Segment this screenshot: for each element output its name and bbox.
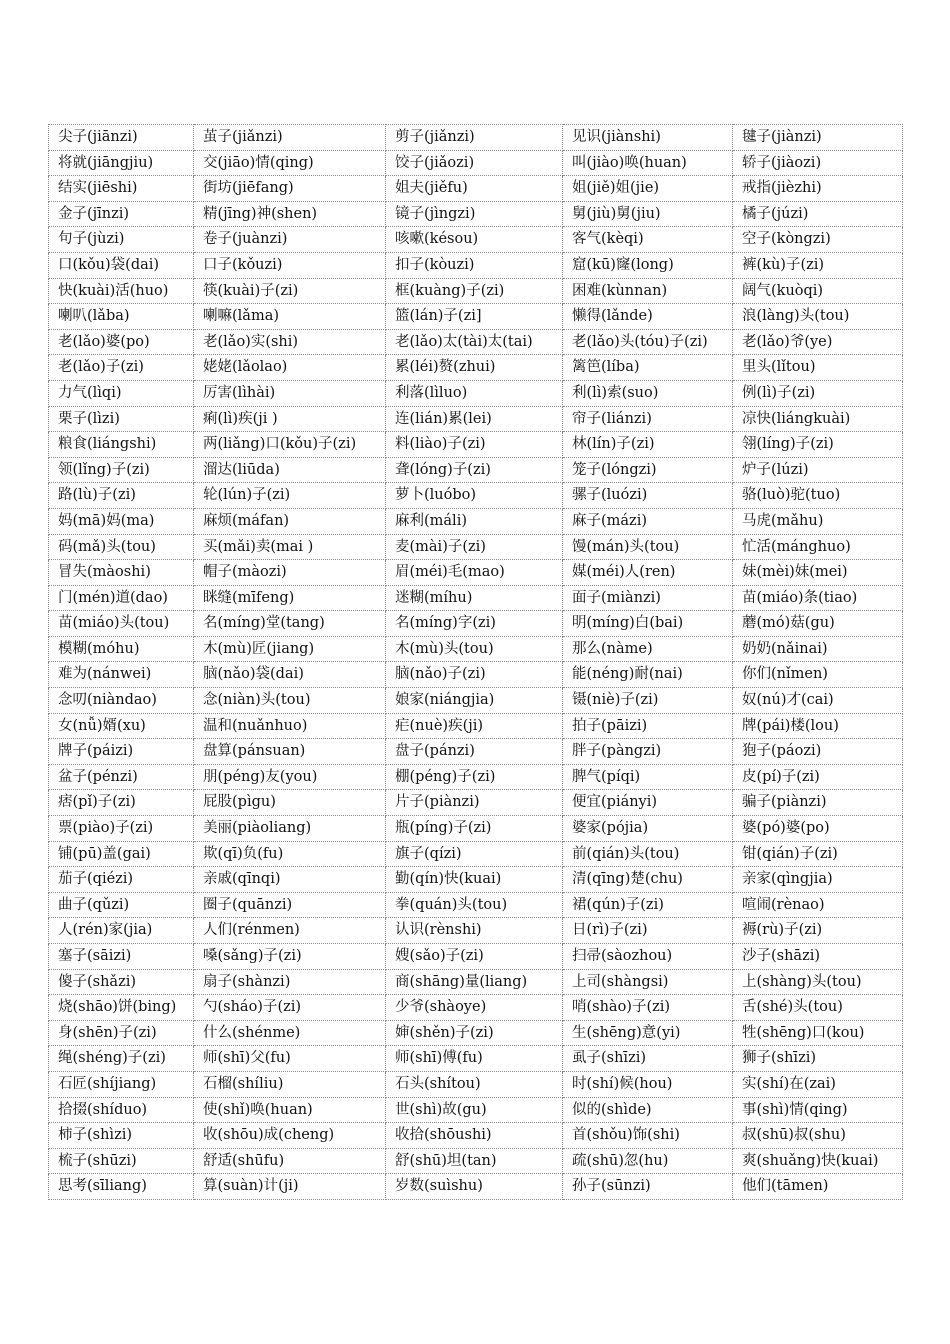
vocab-cell: 帘子(liánzi) bbox=[563, 406, 733, 432]
vocab-cell: 码(mǎ)头(tou) bbox=[49, 534, 194, 560]
table-row bbox=[49, 125, 903, 151]
vocab-cell: 老(lǎo)头(tóu)子(zi) bbox=[563, 329, 733, 355]
vocab-cell: 温和(nuǎnhuo) bbox=[194, 713, 386, 739]
vocab-cell: 喧闹(rènao) bbox=[733, 892, 903, 918]
vocab-cell: 烧(shāo)饼(bing) bbox=[49, 995, 194, 1021]
table-row bbox=[49, 560, 903, 586]
vocab-cell: 眯缝(mīfeng) bbox=[194, 585, 386, 611]
vocab-cell: 老(lǎo)子(zi) bbox=[49, 355, 194, 381]
vocab-cell: 思考(sīliang) bbox=[49, 1174, 194, 1200]
vocab-cell: 扇子(shànzi) bbox=[194, 969, 386, 995]
vocab-cell: 窟(kū)窿(long) bbox=[563, 252, 733, 278]
vocab-cell: 溜达(liūda) bbox=[194, 457, 386, 483]
vocab-cell: 栗子(lìzi) bbox=[49, 406, 194, 432]
vocab-cell: 姥姥(lǎolao) bbox=[194, 355, 386, 381]
vocab-cell: 舒适(shūfu) bbox=[194, 1148, 386, 1174]
table-row bbox=[49, 1046, 903, 1072]
vocab-cell: 苗(miáo)头(tou) bbox=[49, 611, 194, 637]
vocab-cell: 日(rì)子(zi) bbox=[563, 918, 733, 944]
vocab-cell: 世(shì)故(gu) bbox=[386, 1097, 563, 1123]
vocab-cell: 力气(lìqi) bbox=[49, 380, 194, 406]
vocab-cell: 似的(shìde) bbox=[563, 1097, 733, 1123]
table-row bbox=[49, 534, 903, 560]
vocab-cell: 橘子(júzi) bbox=[733, 201, 903, 227]
table-row bbox=[49, 918, 903, 944]
vocab-cell: 狮子(shīzi) bbox=[733, 1046, 903, 1072]
table-row bbox=[49, 636, 903, 662]
vocab-cell: 屁股(pìgu) bbox=[194, 790, 386, 816]
vocab-cell: 石榴(shíliu) bbox=[194, 1071, 386, 1097]
vocab-cell: 拍子(pāizi) bbox=[563, 713, 733, 739]
vocab-cell: 妈(mā)妈(ma) bbox=[49, 508, 194, 534]
table-row bbox=[49, 355, 903, 381]
vocab-cell: 婶(shěn)子(zi) bbox=[386, 1020, 563, 1046]
vocab-cell: 利(lì)索(suo) bbox=[563, 380, 733, 406]
vocab-cell: 人(rén)家(jia) bbox=[49, 918, 194, 944]
vocab-cell: 麦(mài)子(zi) bbox=[386, 534, 563, 560]
vocab-cell: 精(jīng)神(shen) bbox=[194, 201, 386, 227]
vocab-cell: 快(kuài)活(huo) bbox=[49, 278, 194, 304]
vocab-cell: 姐夫(jiěfu) bbox=[386, 176, 563, 202]
table-row bbox=[49, 739, 903, 765]
vocab-cell: 钳(qián)子(zi) bbox=[733, 841, 903, 867]
table-row bbox=[49, 1097, 903, 1123]
vocab-cell: 收拾(shōushi) bbox=[386, 1123, 563, 1149]
table-row bbox=[49, 252, 903, 278]
table-row bbox=[49, 227, 903, 253]
vocab-cell: 胖子(pàngzi) bbox=[563, 739, 733, 765]
vocab-cell: 凉快(liángkuài) bbox=[733, 406, 903, 432]
vocab-cell: 婆(pó)婆(po) bbox=[733, 816, 903, 842]
vocab-cell: 明(míng)白(bai) bbox=[563, 611, 733, 637]
vocab-cell: 能(néng)耐(nai) bbox=[563, 662, 733, 688]
table-row bbox=[49, 944, 903, 970]
vocab-cell: 便宜(piányi) bbox=[563, 790, 733, 816]
vocab-cell: 尖子(jiānzi) bbox=[49, 125, 194, 151]
vocab-cell: 剪子(jiǎnzi) bbox=[386, 125, 563, 151]
vocab-cell: 使(shǐ)唤(huan) bbox=[194, 1097, 386, 1123]
table-row bbox=[49, 841, 903, 867]
vocab-cell: 师(shī)父(fu) bbox=[194, 1046, 386, 1072]
vocab-cell: 什么(shénme) bbox=[194, 1020, 386, 1046]
vocab-cell: 念叨(niàndao) bbox=[49, 688, 194, 714]
vocab-cell: 奴(nú)才(cai) bbox=[733, 688, 903, 714]
vocab-cell: 虱子(shīzi) bbox=[563, 1046, 733, 1072]
vocab-cell: 两(liǎng)口(kǒu)子(zi) bbox=[194, 432, 386, 458]
vocab-cell: 首(shǒu)饰(shi) bbox=[563, 1123, 733, 1149]
vocab-cell: 筷(kuài)子(zi) bbox=[194, 278, 386, 304]
table-row bbox=[49, 611, 903, 637]
vocab-cell: 翎(líng)子(zi) bbox=[733, 432, 903, 458]
vocab-cell: 勺(sháo)子(zi) bbox=[194, 995, 386, 1021]
vocab-cell: 老(lǎo)太(tài)太(tai) bbox=[386, 329, 563, 355]
vocabulary-table-body bbox=[49, 125, 903, 1200]
vocab-cell: 老(lǎo)实(shi) bbox=[194, 329, 386, 355]
vocab-cell: 姐(jiě)姐(jie) bbox=[563, 176, 733, 202]
vocab-cell: 舌(shé)头(tou) bbox=[733, 995, 903, 1021]
neutral-tone-vocabulary-table bbox=[48, 124, 903, 1200]
vocab-cell: 票(piào)子(zi) bbox=[49, 816, 194, 842]
vocab-cell: 聋(lóng)子(zi) bbox=[386, 457, 563, 483]
table-row bbox=[49, 892, 903, 918]
vocab-cell: 盆子(pénzi) bbox=[49, 764, 194, 790]
vocab-cell: 懒得(lǎnde) bbox=[563, 304, 733, 330]
vocab-cell: 马虎(mǎhu) bbox=[733, 508, 903, 534]
vocab-cell: 咳嗽(késou) bbox=[386, 227, 563, 253]
vocab-cell: 镊(niè)子(zi) bbox=[563, 688, 733, 714]
table-row bbox=[49, 1123, 903, 1149]
vocab-cell: 前(qián)头(tou) bbox=[563, 841, 733, 867]
vocab-cell: 嗓(sǎng)子(zi) bbox=[194, 944, 386, 970]
vocab-cell: 拳(quán)头(tou) bbox=[386, 892, 563, 918]
vocab-cell: 饺子(jiǎozi) bbox=[386, 150, 563, 176]
vocab-cell: 狍子(páozi) bbox=[733, 739, 903, 765]
vocab-cell: 脑(nǎo)子(zi) bbox=[386, 662, 563, 688]
vocab-cell: 街坊(jiēfang) bbox=[194, 176, 386, 202]
vocab-cell: 馒(mán)头(tou) bbox=[563, 534, 733, 560]
vocab-cell: 片子(piànzi) bbox=[386, 790, 563, 816]
vocab-cell: 料(liào)子(zi) bbox=[386, 432, 563, 458]
vocab-cell: 棚(péng)子(zi) bbox=[386, 764, 563, 790]
vocab-cell: 麻利(máli) bbox=[386, 508, 563, 534]
vocab-cell: 事(shì)情(qing) bbox=[733, 1097, 903, 1123]
vocab-cell: 忙活(mánghuo) bbox=[733, 534, 903, 560]
table-row bbox=[49, 995, 903, 1021]
table-row bbox=[49, 380, 903, 406]
vocab-cell: 绳(shéng)子(zi) bbox=[49, 1046, 194, 1072]
table-row bbox=[49, 1020, 903, 1046]
vocab-cell: 认识(rènshi) bbox=[386, 918, 563, 944]
vocab-cell: 口子(kǒuzi) bbox=[194, 252, 386, 278]
vocab-cell: 师(shī)傅(fu) bbox=[386, 1046, 563, 1072]
vocab-cell: 时(shí)候(hou) bbox=[563, 1071, 733, 1097]
vocab-cell: 舒(shū)坦(tan) bbox=[386, 1148, 563, 1174]
vocab-cell: 他们(tāmen) bbox=[733, 1174, 903, 1200]
vocab-cell: 老(lǎo)婆(po) bbox=[49, 329, 194, 355]
vocab-cell: 轿子(jiàozi) bbox=[733, 150, 903, 176]
vocab-cell: 炉子(lúzi) bbox=[733, 457, 903, 483]
vocab-cell: 上司(shàngsi) bbox=[563, 969, 733, 995]
vocab-cell: 苗(miáo)条(tiao) bbox=[733, 585, 903, 611]
vocab-cell: 口(kǒu)袋(dai) bbox=[49, 252, 194, 278]
vocab-cell: 萝卜(luóbo) bbox=[386, 483, 563, 509]
vocab-cell: 利落(lìluo) bbox=[386, 380, 563, 406]
vocab-cell: 冒失(màoshi) bbox=[49, 560, 194, 586]
vocab-cell: 爽(shuǎng)快(kuai) bbox=[733, 1148, 903, 1174]
vocab-cell: 婆家(pójia) bbox=[563, 816, 733, 842]
table-row bbox=[49, 176, 903, 202]
vocab-cell: 骗子(piànzi) bbox=[733, 790, 903, 816]
vocab-cell: 圈子(quānzi) bbox=[194, 892, 386, 918]
vocab-cell: 将就(jiāngjiu) bbox=[49, 150, 194, 176]
vocab-cell: 脑(nǎo)袋(dai) bbox=[194, 662, 386, 688]
vocab-cell: 上(shàng)头(tou) bbox=[733, 969, 903, 995]
vocab-cell: 瓶(píng)子(zi) bbox=[386, 816, 563, 842]
vocab-cell: 木(mù)匠(jiang) bbox=[194, 636, 386, 662]
vocab-cell: 客气(kèqi) bbox=[563, 227, 733, 253]
table-row bbox=[49, 278, 903, 304]
vocab-cell: 孙子(sūnzi) bbox=[563, 1174, 733, 1200]
table-row bbox=[49, 790, 903, 816]
vocab-cell: 镜子(jìngzi) bbox=[386, 201, 563, 227]
vocab-cell: 叫(jiào)唤(huan) bbox=[563, 150, 733, 176]
vocab-cell: 牌(pái)楼(lou) bbox=[733, 713, 903, 739]
vocab-cell: 叔(shū)叔(shu) bbox=[733, 1123, 903, 1149]
vocab-cell: 帽子(màozi) bbox=[194, 560, 386, 586]
vocab-cell: 喇嘛(lǎma) bbox=[194, 304, 386, 330]
vocab-cell: 盘子(pánzi) bbox=[386, 739, 563, 765]
vocab-cell: 拾掇(shíduo) bbox=[49, 1097, 194, 1123]
vocab-cell: 困难(kùnnan) bbox=[563, 278, 733, 304]
vocab-cell: 柿子(shìzi) bbox=[49, 1123, 194, 1149]
vocab-cell: 轮(lún)子(zi) bbox=[194, 483, 386, 509]
vocab-cell: 沙子(shāzi) bbox=[733, 944, 903, 970]
vocab-cell: 塞子(sāizi) bbox=[49, 944, 194, 970]
table-row bbox=[49, 1148, 903, 1174]
vocab-cell: 裤(kù)子(zi) bbox=[733, 252, 903, 278]
vocab-cell: 清(qīng)楚(chu) bbox=[563, 867, 733, 893]
vocab-cell: 哨(shào)子(zi) bbox=[563, 995, 733, 1021]
vocab-cell: 你们(nǐmen) bbox=[733, 662, 903, 688]
vocab-cell: 算(suàn)计(ji) bbox=[194, 1174, 386, 1200]
vocab-cell: 牲(shēng)口(kou) bbox=[733, 1020, 903, 1046]
vocab-cell: 盘算(pánsuan) bbox=[194, 739, 386, 765]
vocab-cell: 见识(jiànshi) bbox=[563, 125, 733, 151]
vocab-cell: 难为(nánwei) bbox=[49, 662, 194, 688]
vocab-cell: 生(shēng)意(yi) bbox=[563, 1020, 733, 1046]
table-row bbox=[49, 508, 903, 534]
vocab-cell: 麻烦(máfan) bbox=[194, 508, 386, 534]
vocab-cell: 模糊(móhu) bbox=[49, 636, 194, 662]
vocab-cell: 里头(lǐtou) bbox=[733, 355, 903, 381]
vocab-cell: 买(mǎi)卖(mai ) bbox=[194, 534, 386, 560]
table-row bbox=[49, 329, 903, 355]
vocab-cell: 茧子(jiǎnzi) bbox=[194, 125, 386, 151]
vocab-cell: 痢(lì)疾(ji ) bbox=[194, 406, 386, 432]
vocab-cell: 疟(nuè)疾(ji) bbox=[386, 713, 563, 739]
vocab-cell: 浪(làng)头(tou) bbox=[733, 304, 903, 330]
vocab-cell: 女(nǚ)婿(xu) bbox=[49, 713, 194, 739]
vocab-cell: 欺(qī)负(fu) bbox=[194, 841, 386, 867]
vocab-cell: 空子(kòngzi) bbox=[733, 227, 903, 253]
vocab-cell: 扣子(kòuzi) bbox=[386, 252, 563, 278]
vocab-cell: 朋(péng)友(you) bbox=[194, 764, 386, 790]
vocab-cell: 痞(pǐ)子(zi) bbox=[49, 790, 194, 816]
table-row bbox=[49, 406, 903, 432]
table-row bbox=[49, 764, 903, 790]
vocab-cell: 梳子(shūzi) bbox=[49, 1148, 194, 1174]
vocab-cell: 那么(nàme) bbox=[563, 636, 733, 662]
table-row bbox=[49, 432, 903, 458]
vocab-cell: 岁数(suìshu) bbox=[386, 1174, 563, 1200]
vocab-cell: 茄子(qiézi) bbox=[49, 867, 194, 893]
vocab-cell: 收(shōu)成(cheng) bbox=[194, 1123, 386, 1149]
table-row bbox=[49, 483, 903, 509]
vocab-cell: 交(jiāo)情(qing) bbox=[194, 150, 386, 176]
vocab-cell: 累(léi)赘(zhui) bbox=[386, 355, 563, 381]
vocab-cell: 嫂(sǎo)子(zi) bbox=[386, 944, 563, 970]
vocab-cell: 身(shēn)子(zi) bbox=[49, 1020, 194, 1046]
vocab-cell: 石头(shítou) bbox=[386, 1071, 563, 1097]
vocab-cell: 石匠(shíjiang) bbox=[49, 1071, 194, 1097]
vocab-cell: 牌子(páizi) bbox=[49, 739, 194, 765]
vocab-cell: 扫帚(sàozhou) bbox=[563, 944, 733, 970]
vocab-cell: 林(lín)子(zi) bbox=[563, 432, 733, 458]
vocab-cell: 眉(méi)毛(mao) bbox=[386, 560, 563, 586]
vocab-cell: 喇叭(lǎba) bbox=[49, 304, 194, 330]
vocab-cell: 笼子(lóngzi) bbox=[563, 457, 733, 483]
vocab-cell: 疏(shū)忽(hu) bbox=[563, 1148, 733, 1174]
vocab-cell: 褥(rù)子(zi) bbox=[733, 918, 903, 944]
vocab-cell: 例(lì)子(zi) bbox=[733, 380, 903, 406]
vocab-cell: 粮食(liángshi) bbox=[49, 432, 194, 458]
vocab-cell: 傻子(shǎzi) bbox=[49, 969, 194, 995]
table-row bbox=[49, 713, 903, 739]
vocab-cell: 结实(jiēshi) bbox=[49, 176, 194, 202]
vocab-cell: 领(lǐng)子(zi) bbox=[49, 457, 194, 483]
vocab-cell: 路(lù)子(zi) bbox=[49, 483, 194, 509]
vocab-cell: 金子(jīnzi) bbox=[49, 201, 194, 227]
vocab-cell: 卷子(juànzi) bbox=[194, 227, 386, 253]
vocab-cell: 皮(pí)子(zi) bbox=[733, 764, 903, 790]
vocab-cell: 厉害(lìhài) bbox=[194, 380, 386, 406]
vocab-cell: 篱笆(líba) bbox=[563, 355, 733, 381]
vocab-cell: 舅(jiù)舅(jiu) bbox=[563, 201, 733, 227]
table-row bbox=[49, 150, 903, 176]
vocab-cell: 媒(méi)人(ren) bbox=[563, 560, 733, 586]
vocab-cell: 阔气(kuòqi) bbox=[733, 278, 903, 304]
table-row bbox=[49, 1071, 903, 1097]
vocab-cell: 人们(rénmen) bbox=[194, 918, 386, 944]
vocab-cell: 框(kuàng)子(zi) bbox=[386, 278, 563, 304]
vocab-cell: 美丽(piàoliang) bbox=[194, 816, 386, 842]
table-row bbox=[49, 1174, 903, 1200]
table-row bbox=[49, 969, 903, 995]
vocab-cell: 句子(jùzi) bbox=[49, 227, 194, 253]
vocab-cell: 骡子(luózi) bbox=[563, 483, 733, 509]
vocab-cell: 奶奶(nǎinai) bbox=[733, 636, 903, 662]
vocab-cell: 铺(pū)盖(gai) bbox=[49, 841, 194, 867]
vocab-cell: 木(mù)头(tou) bbox=[386, 636, 563, 662]
vocab-cell: 骆(luò)驼(tuo) bbox=[733, 483, 903, 509]
vocab-cell: 篮(lán)子(zi] bbox=[386, 304, 563, 330]
vocab-cell: 蘑(mó)菇(gu) bbox=[733, 611, 903, 637]
vocab-cell: 亲家(qìngjia) bbox=[733, 867, 903, 893]
vocab-cell: 迷糊(míhu) bbox=[386, 585, 563, 611]
vocab-cell: 念(niàn)头(tou) bbox=[194, 688, 386, 714]
vocab-cell: 曲子(qǔzi) bbox=[49, 892, 194, 918]
vocab-cell: 脾气(píqi) bbox=[563, 764, 733, 790]
table-row bbox=[49, 457, 903, 483]
vocab-cell: 勤(qín)快(kuai) bbox=[386, 867, 563, 893]
vocab-cell: 门(mén)道(dao) bbox=[49, 585, 194, 611]
vocab-cell: 商(shāng)量(liang) bbox=[386, 969, 563, 995]
table-row bbox=[49, 816, 903, 842]
vocab-cell: 名(míng)字(zi) bbox=[386, 611, 563, 637]
table-row bbox=[49, 662, 903, 688]
table-row bbox=[49, 867, 903, 893]
vocab-cell: 连(lián)累(lei) bbox=[386, 406, 563, 432]
vocab-cell: 老(lǎo)爷(ye) bbox=[733, 329, 903, 355]
vocab-cell: 戒指(jièzhi) bbox=[733, 176, 903, 202]
vocab-cell: 亲戚(qīnqi) bbox=[194, 867, 386, 893]
table-row bbox=[49, 585, 903, 611]
vocab-cell: 面子(miànzi) bbox=[563, 585, 733, 611]
vocab-cell: 旗子(qízi) bbox=[386, 841, 563, 867]
vocab-cell: 裙(qún)子(zi) bbox=[563, 892, 733, 918]
table-row bbox=[49, 201, 903, 227]
vocab-cell: 名(míng)堂(tang) bbox=[194, 611, 386, 637]
vocab-cell: 妹(mèi)妹(mei) bbox=[733, 560, 903, 586]
vocab-cell: 实(shí)在(zai) bbox=[733, 1071, 903, 1097]
vocab-cell: 毽子(jiànzi) bbox=[733, 125, 903, 151]
vocab-cell: 娘家(niángjia) bbox=[386, 688, 563, 714]
vocab-cell: 少爷(shàoye) bbox=[386, 995, 563, 1021]
table-row bbox=[49, 688, 903, 714]
vocab-cell: 麻子(mázi) bbox=[563, 508, 733, 534]
table-row bbox=[49, 304, 903, 330]
